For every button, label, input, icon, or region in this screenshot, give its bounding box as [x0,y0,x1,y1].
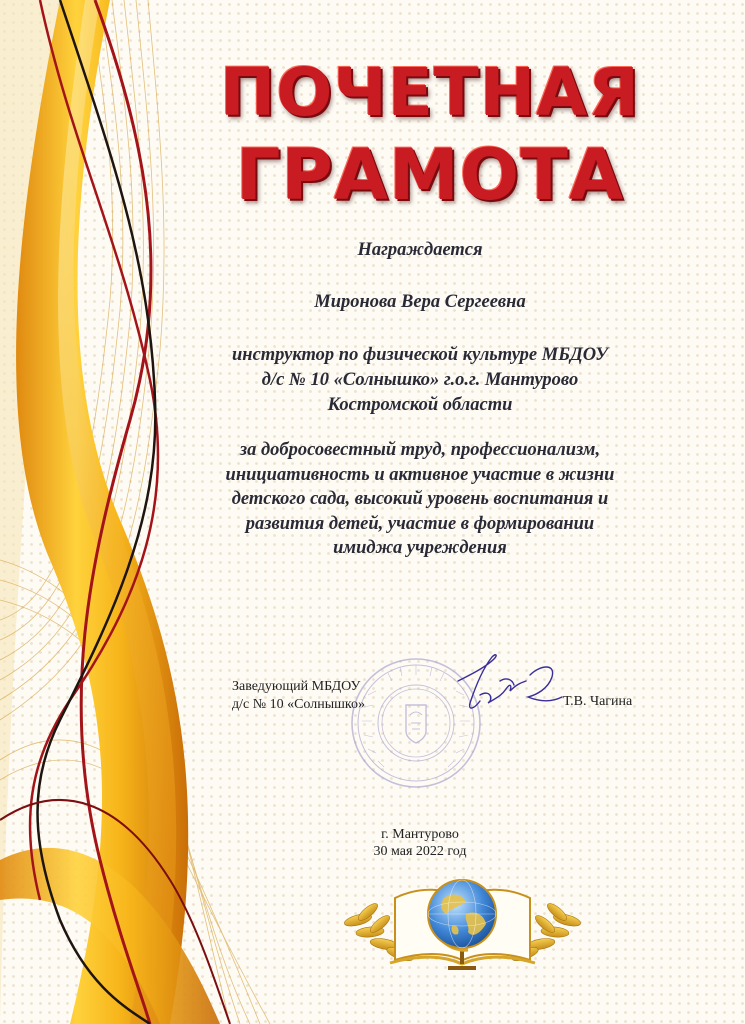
position-line: Костромской области [327,395,513,415]
position-line: д/с № 10 «Солнышко» г.о.г. Мантурово [261,370,579,390]
awarded-label: Награждается [357,240,483,260]
signatory-role-line: д/с № 10 «Солнышко» [232,697,365,712]
reason-line: развития детей, участие в формировании [245,513,595,534]
reason-line: за добросовестный труд, профессионализм, [239,440,601,460]
recipient-position [190,343,650,418]
city: г. Мантурово [381,827,459,842]
signatory-name: Т.В. Чагина [563,694,633,709]
recipient-name: Миронова Вера Сергеевна [314,292,526,312]
title-line1: ПОЧЕТНАЯ [220,54,640,131]
position-line: инструктор по физической культуре МБДОУ [232,345,608,365]
signatory-role [232,678,365,714]
place-and-date [340,826,500,860]
handwritten-signature [440,645,570,725]
date: 30 мая 2022 год [373,844,467,859]
signatory-role-line: Заведующий МБДОУ [232,679,361,694]
reason-line: детского сада, высокий уровень воспитания и [231,489,609,509]
title-line2: ГРАМОТА [235,134,625,216]
globe-book-emblem [340,868,585,983]
reason-line: имиджа учреждения [333,538,507,558]
reason-line: инициативность и активное участие в жизни [225,464,615,485]
award-reason [190,438,650,561]
